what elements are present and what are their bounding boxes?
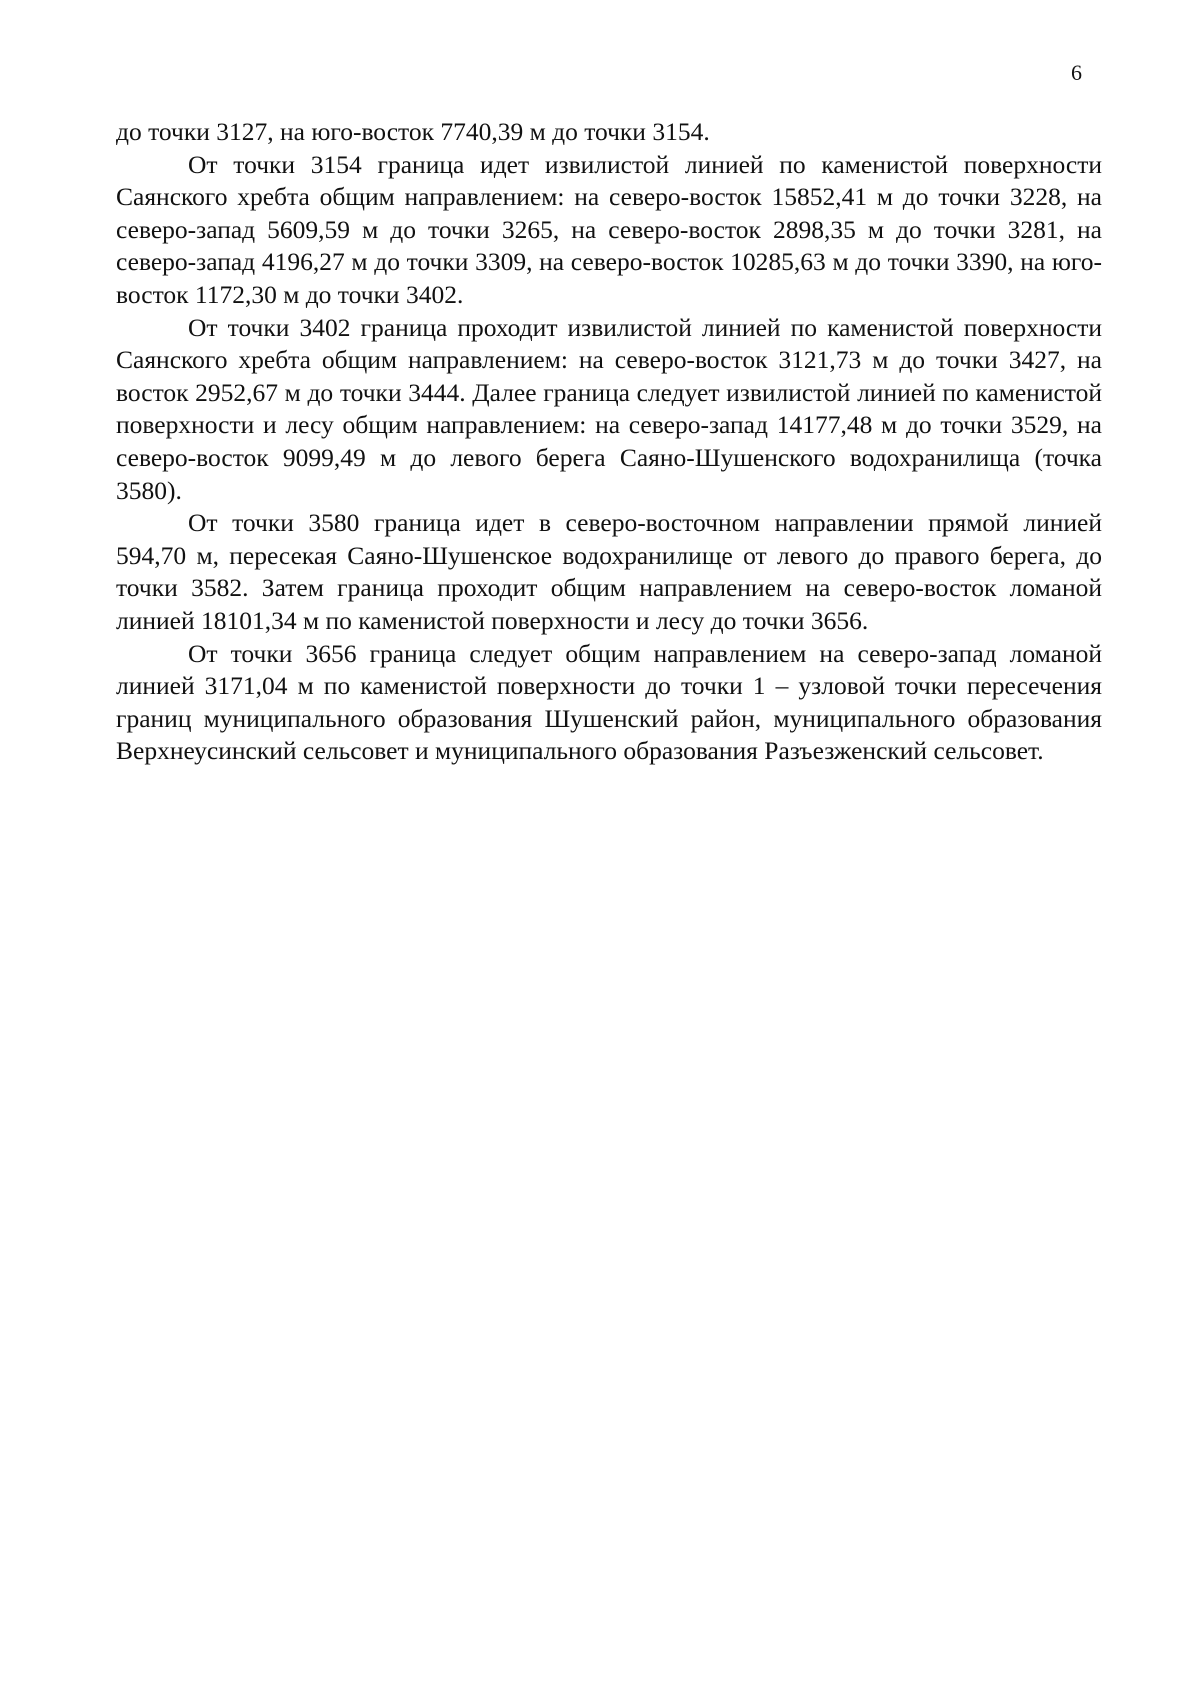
- paragraph-point-3154: От точки 3154 граница идет извилистой линией по каменистой поверхности Саянского хребта общим направлением: на северо-восток 15852,41 м до точки 3228, на северо-запад 5609,59 м до точки 3265, на северо-восток 2898,35 м до точки 3281, на северо-запад 4196,27 м до точки 3309, на северо-восток 10285,63 м до точки 3390, на юго-восток 1172,30 м до точки 3402.: [116, 149, 1102, 309]
- paragraph-continuation: до точки 3127, на юго-восток 7740,39 м до точки 3154.: [116, 117, 710, 146]
- page-number: 6: [1071, 60, 1082, 85]
- paragraph-point-3402: От точки 3402 граница проходит извилистой линией по каменистой поверхности Саянского хребта общим направлением: на северо-восток 3121,73 м до точки 3427, на восток 2952,67 м до точки 3444. Далее граница следует извилистой линией по каменистой поверхности и лесу общим направлением: на северо-запад 14177,48 м до точки 3529, на северо-восток 9099,49 м до левого берега Саяно-Шушенского водохранилища (точка 3580).: [116, 312, 1102, 505]
- paragraph-point-3580: От точки 3580 граница идет в северо-восточном направлении прямой линией 594,70 м, пересекая Саяно-Шушенское водохранилище от левого до правого берега, до точки 3582. Затем граница проходит общим направлением на северо-восток ломаной линией 18101,34 м по каменистой поверхности и лесу до точки 3656.: [116, 508, 1102, 635]
- paragraph-point-3656: От точки 3656 граница следует общим направлением на северо-запад ломаной линией 3171,04 м по каменистой поверхности до точки 1 – узловой точки пересечения границ муниципального образования Шушенский район, муниципального образования Верхнеусинский сельсовет и муниципального образования Разъезженский сельсовет.: [116, 638, 1102, 766]
- document-body: [116, 116, 1102, 768]
